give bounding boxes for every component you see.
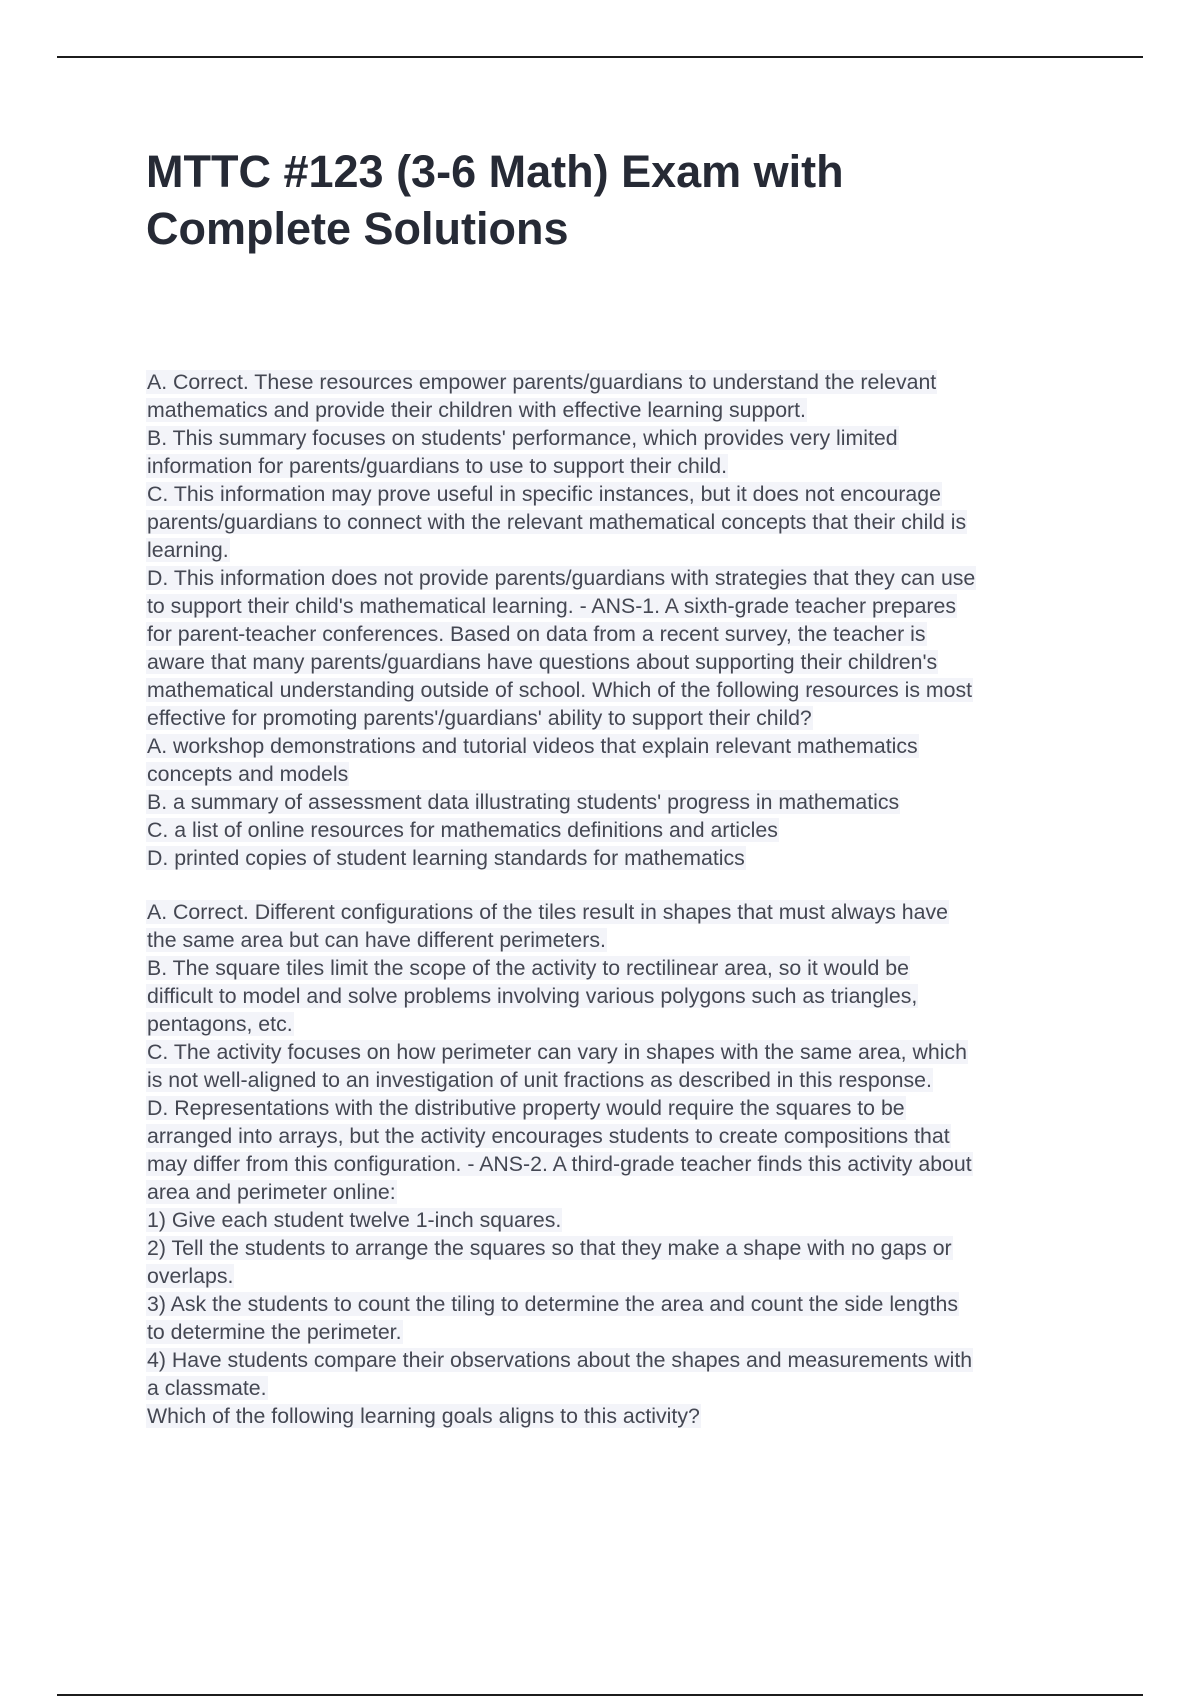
answer-block-2 xyxy=(146,898,1091,1430)
text-line: B. This summary focuses on students' performance, which provides very limited xyxy=(147,426,898,450)
text-line: mathematical understanding outside of school. Which of the following resources is most xyxy=(147,678,973,702)
text-line: B. The square tiles limit the scope of the activity to rectilinear area, so it would be xyxy=(147,956,909,980)
text-line: is not well-aligned to an investigation of unit fractions as described in this response. xyxy=(147,1068,932,1092)
paragraph-gap xyxy=(146,872,1091,898)
text-line: A. workshop demonstrations and tutorial videos that explain relevant mathematics xyxy=(147,734,918,758)
text-line: A. Correct. These resources empower parents/guardians to understand the relevant xyxy=(147,370,937,394)
text-line: pentagons, etc. xyxy=(147,1012,293,1036)
text-line: C. a list of online resources for mathematics definitions and articles xyxy=(147,818,778,842)
text-line: area and perimeter online: xyxy=(147,1180,396,1204)
text-line: Which of the following learning goals aligns to this activity? xyxy=(147,1404,700,1428)
text-line: arranged into arrays, but the activity encourages students to create compositions that xyxy=(147,1124,950,1148)
text-line: 2) Tell the students to arrange the squares so that they make a shape with no gaps or xyxy=(147,1236,952,1260)
text-line: D. Representations with the distributive property would require the squares to be xyxy=(147,1096,905,1120)
text-line: for parent-teacher conferences. Based on data from a recent survey, the teacher is xyxy=(147,622,926,646)
text-line: mathematics and provide their children with effective learning support. xyxy=(147,398,806,422)
text-line: to determine the perimeter. xyxy=(147,1320,402,1344)
text-line: C. This information may prove useful in specific instances, but it does not encourage xyxy=(147,482,941,506)
text-line: overlaps. xyxy=(147,1264,234,1288)
text-line: a classmate. xyxy=(147,1376,267,1400)
text-line: difficult to model and solve problems involving various polygons such as triangles, xyxy=(147,984,918,1008)
title-line: Complete Solutions xyxy=(146,203,569,254)
text-line: information for parents/guardians to use to support their child. xyxy=(147,454,728,478)
text-line: effective for promoting parents'/guardians' ability to support their child? xyxy=(147,706,812,730)
document-title xyxy=(146,143,1106,257)
text-line: D. This information does not provide parents/guardians with strategies that they can use xyxy=(147,566,976,590)
text-line: 1) Give each student twelve 1-inch squares. xyxy=(147,1208,562,1232)
title-line: MTTC #123 (3-6 Math) Exam with xyxy=(146,146,844,197)
text-line: D. printed copies of student learning standards for mathematics xyxy=(147,846,745,870)
text-line: aware that many parents/guardians have questions about supporting their children's xyxy=(147,650,938,674)
text-line: learning. xyxy=(147,538,229,562)
text-line: B. a summary of assessment data illustrating students' progress in mathematics xyxy=(147,790,900,814)
text-line: C. The activity focuses on how perimeter can vary in shapes with the same area, which xyxy=(147,1040,967,1064)
text-line: may differ from this configuration. - ANS-2. A third-grade teacher finds this activity about xyxy=(147,1152,972,1176)
text-line: concepts and models xyxy=(147,762,349,786)
text-line: 3) Ask the students to count the tiling to determine the area and count the side lengths xyxy=(147,1292,958,1316)
text-line: 4) Have students compare their observations about the shapes and measurements with xyxy=(147,1348,973,1372)
document-body xyxy=(146,368,1091,1430)
text-line: A. Correct. Different configurations of the tiles result in shapes that must always have xyxy=(147,900,948,924)
text-line: the same area but can have different perimeters. xyxy=(147,928,606,952)
bottom-rule xyxy=(57,1694,1143,1696)
text-line: parents/guardians to connect with the relevant mathematical concepts that their child is xyxy=(147,510,967,534)
answer-block-1 xyxy=(146,368,1091,872)
top-rule xyxy=(57,56,1143,58)
text-line: to support their child's mathematical learning. - ANS-1. A sixth-grade teacher prepares xyxy=(147,594,957,618)
